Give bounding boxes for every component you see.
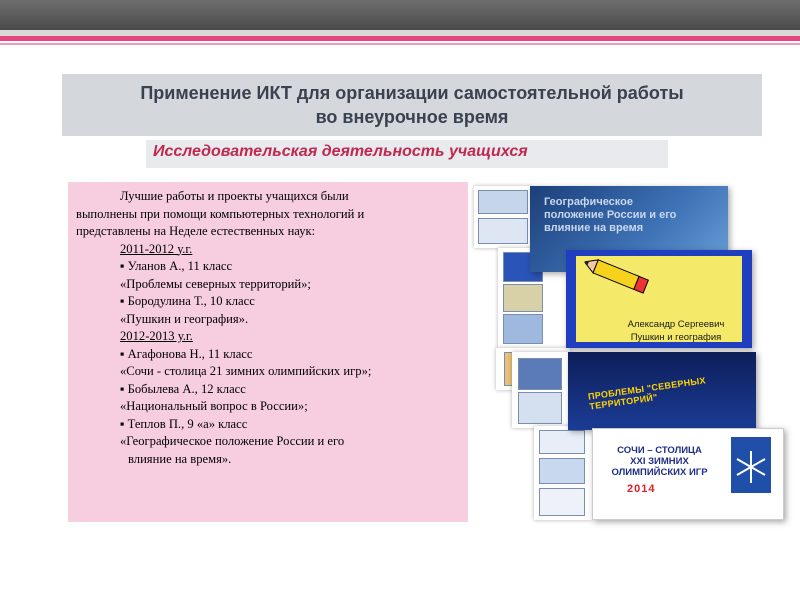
slide-text: Пушкин и география [630,332,722,343]
thumbnail [539,458,585,484]
slide-text: XXI ЗИМНИХ [630,456,689,467]
thumbnail [478,190,528,214]
slide-text: ОЛИМПИЙСКИХ ИГР [611,467,708,478]
intro-line: Лучшие работы и проекты учащихся были [120,189,349,203]
project-title: «Национальный вопрос в России»; [120,399,308,413]
slide-text: влияние на время [544,222,644,234]
slide-subtitle: Исследовательская деятельность учащихся [146,140,668,168]
accent-line [0,36,800,41]
slide-text: СОЧИ – СТОЛИЦА [617,445,702,456]
thumbnail [539,430,585,454]
project-title: «Пушкин и география». [120,311,249,326]
content-panel [68,182,468,522]
slide-text: 2014 [627,483,656,495]
slide-preview-sochi [592,428,784,520]
project-title: «Проблемы северных территорий»; [120,276,311,291]
student-name: ▪ Теплов П., 9 «а» класс [120,416,248,431]
student-name: ▪ Бобылева А., 12 класс [120,381,246,396]
thumbnail-strip [534,426,592,520]
thumbnail [503,314,543,344]
thumbnail [539,488,585,516]
slide-text: Географическое [544,196,633,208]
slide-text: положение России и его [544,209,677,221]
project-title: «Сочи - столица 21 зимних олимпийских игр»; [120,364,372,378]
slide-title-line1: Применение ИКТ для организации самостоятельной работы [140,83,684,103]
intro-line: выполнены при помощи компьютерных технологий и [76,206,365,221]
student-name: ▪ Агафонова Н., 11 класс [120,346,253,361]
slide-title [62,74,762,136]
thumbnail-strip [474,186,532,248]
thumbnail [518,392,562,424]
slide-title-line2: во внеурочное время [315,107,509,127]
snowflake-icon [731,437,771,509]
year-heading: 2012-2013 у.г. [120,329,193,343]
accent-line-thin [0,43,800,45]
student-name: ▪ Бородулина Т., 10 класс [120,294,255,308]
thumbnail [518,358,562,390]
pencil-icon [579,248,655,302]
slide-inner [576,256,742,342]
slide-text: Александр Сергеевич [627,319,725,330]
thumbnail [503,284,543,312]
slide-text: ПРОБЛЕМЫ "СЕВЕРНЫХ ТЕРРИТОРИЙ" [587,375,707,412]
thumbnail [478,218,528,244]
student-name: ▪ Уланов А., 11 класс [120,259,233,273]
slide-preview-pushkin [566,250,752,348]
project-title: «Географическое положение России и его [120,434,345,448]
year-heading: 2011-2012 у.г. [120,241,193,256]
project-title: влияние на время». [128,451,232,466]
slide-preview-north [568,352,756,430]
top-bar [0,0,800,30]
thumbnail-strip [512,352,568,428]
intro-line: представлены на Неделе естественных наук: [76,224,316,238]
